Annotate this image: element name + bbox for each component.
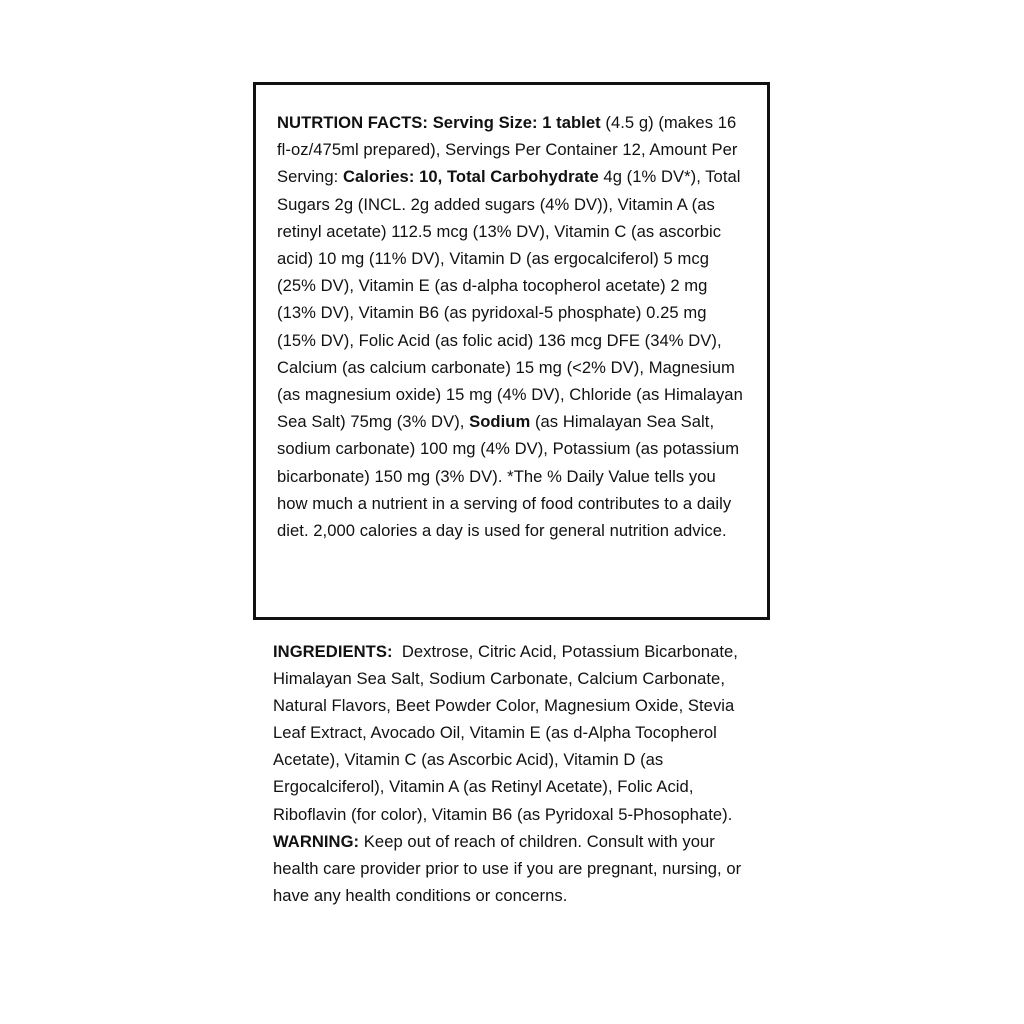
calories-carbs-label: Calories: 10, Total Carbohydrate — [342, 167, 599, 187]
warning-text: Keep out of reach of children. Consult with your health care provider prior to use if you are pregnant, nursing, or have any health conditions or concerns. — [273, 831, 742, 905]
ingredients-section — [273, 638, 759, 909]
ingredients-text — [273, 638, 759, 909]
sodium-label: Sodium — [469, 412, 531, 432]
serving-detail: (4.5 g) (makes 16 fl-oz/475ml prepared), Servings Per Container 12, Amount Per Serving: — [277, 113, 738, 187]
ingredients-list: Dextrose, Citric Acid, Potassium Bicarbonate, Himalayan Sea Salt, Sodium Carbonate, Calcium Carbonate, Natural Flavors, Beet Powder Color, Magnesium Oxide, Stevia Leaf Extract, Avocado Oil, Vitamin E (as d-Alpha Tocopherol Acetate), Vitamin C (as Ascorbic Acid), Vitamin D (as Ergocalciferol), Vitamin A (as Retinyl Acetate), Folic Acid, Riboflavin (for color), Vitamin B6 (as Pyridoxal 5-Phosophate). — [273, 642, 738, 824]
serving-size-label: Serving Size: 1 tablet — [432, 113, 601, 132]
nutrition-facts-heading: NUTRTION FACTS: — [277, 113, 429, 132]
nutrients-list: 4g (1% DV*), Total Sugars 2g (INCL. 2g added sugars (4% DV)), Vitamin A (as retinyl acetate) 112.5 mcg (13% DV), Vitamin C (as ascorbic acid) 10 mg (11% DV), Vitamin D (as ergocalciferol) 5 mcg (25% DV), Vitamin E (as d-alpha tocopherol acetate) 2 mg (13% DV), Vitamin B6 (as pyridoxal-5 phosphate) 0.25 mg (15% DV), Folic Acid (as folic acid) 136 mcg DFE (34% DV), Calcium (as calcium carbonate) 15 mg (<2% DV), Magnesium (as magnesium oxide) 15 mg (4% DV), Chloride (as Himalayan Sea Salt) 75mg (3% DV), — [277, 167, 743, 432]
sodium-and-footnote: (as Himalayan Sea Salt, sodium carbonate) 100 mg (4% DV), Potassium (as potassium bicarbonate) 150 mg (3% DV). *The % Daily Value tells you how much a nutrient in a serving of food contributes to a daily diet. 2,000 calories a day is used for general nutrition advice. — [277, 412, 740, 541]
warning-label: WARNING: — [273, 831, 360, 851]
nutrition-facts-text — [277, 109, 747, 544]
nutrition-facts-panel — [253, 82, 770, 620]
ingredients-heading: INGREDIENTS: — [273, 642, 393, 661]
